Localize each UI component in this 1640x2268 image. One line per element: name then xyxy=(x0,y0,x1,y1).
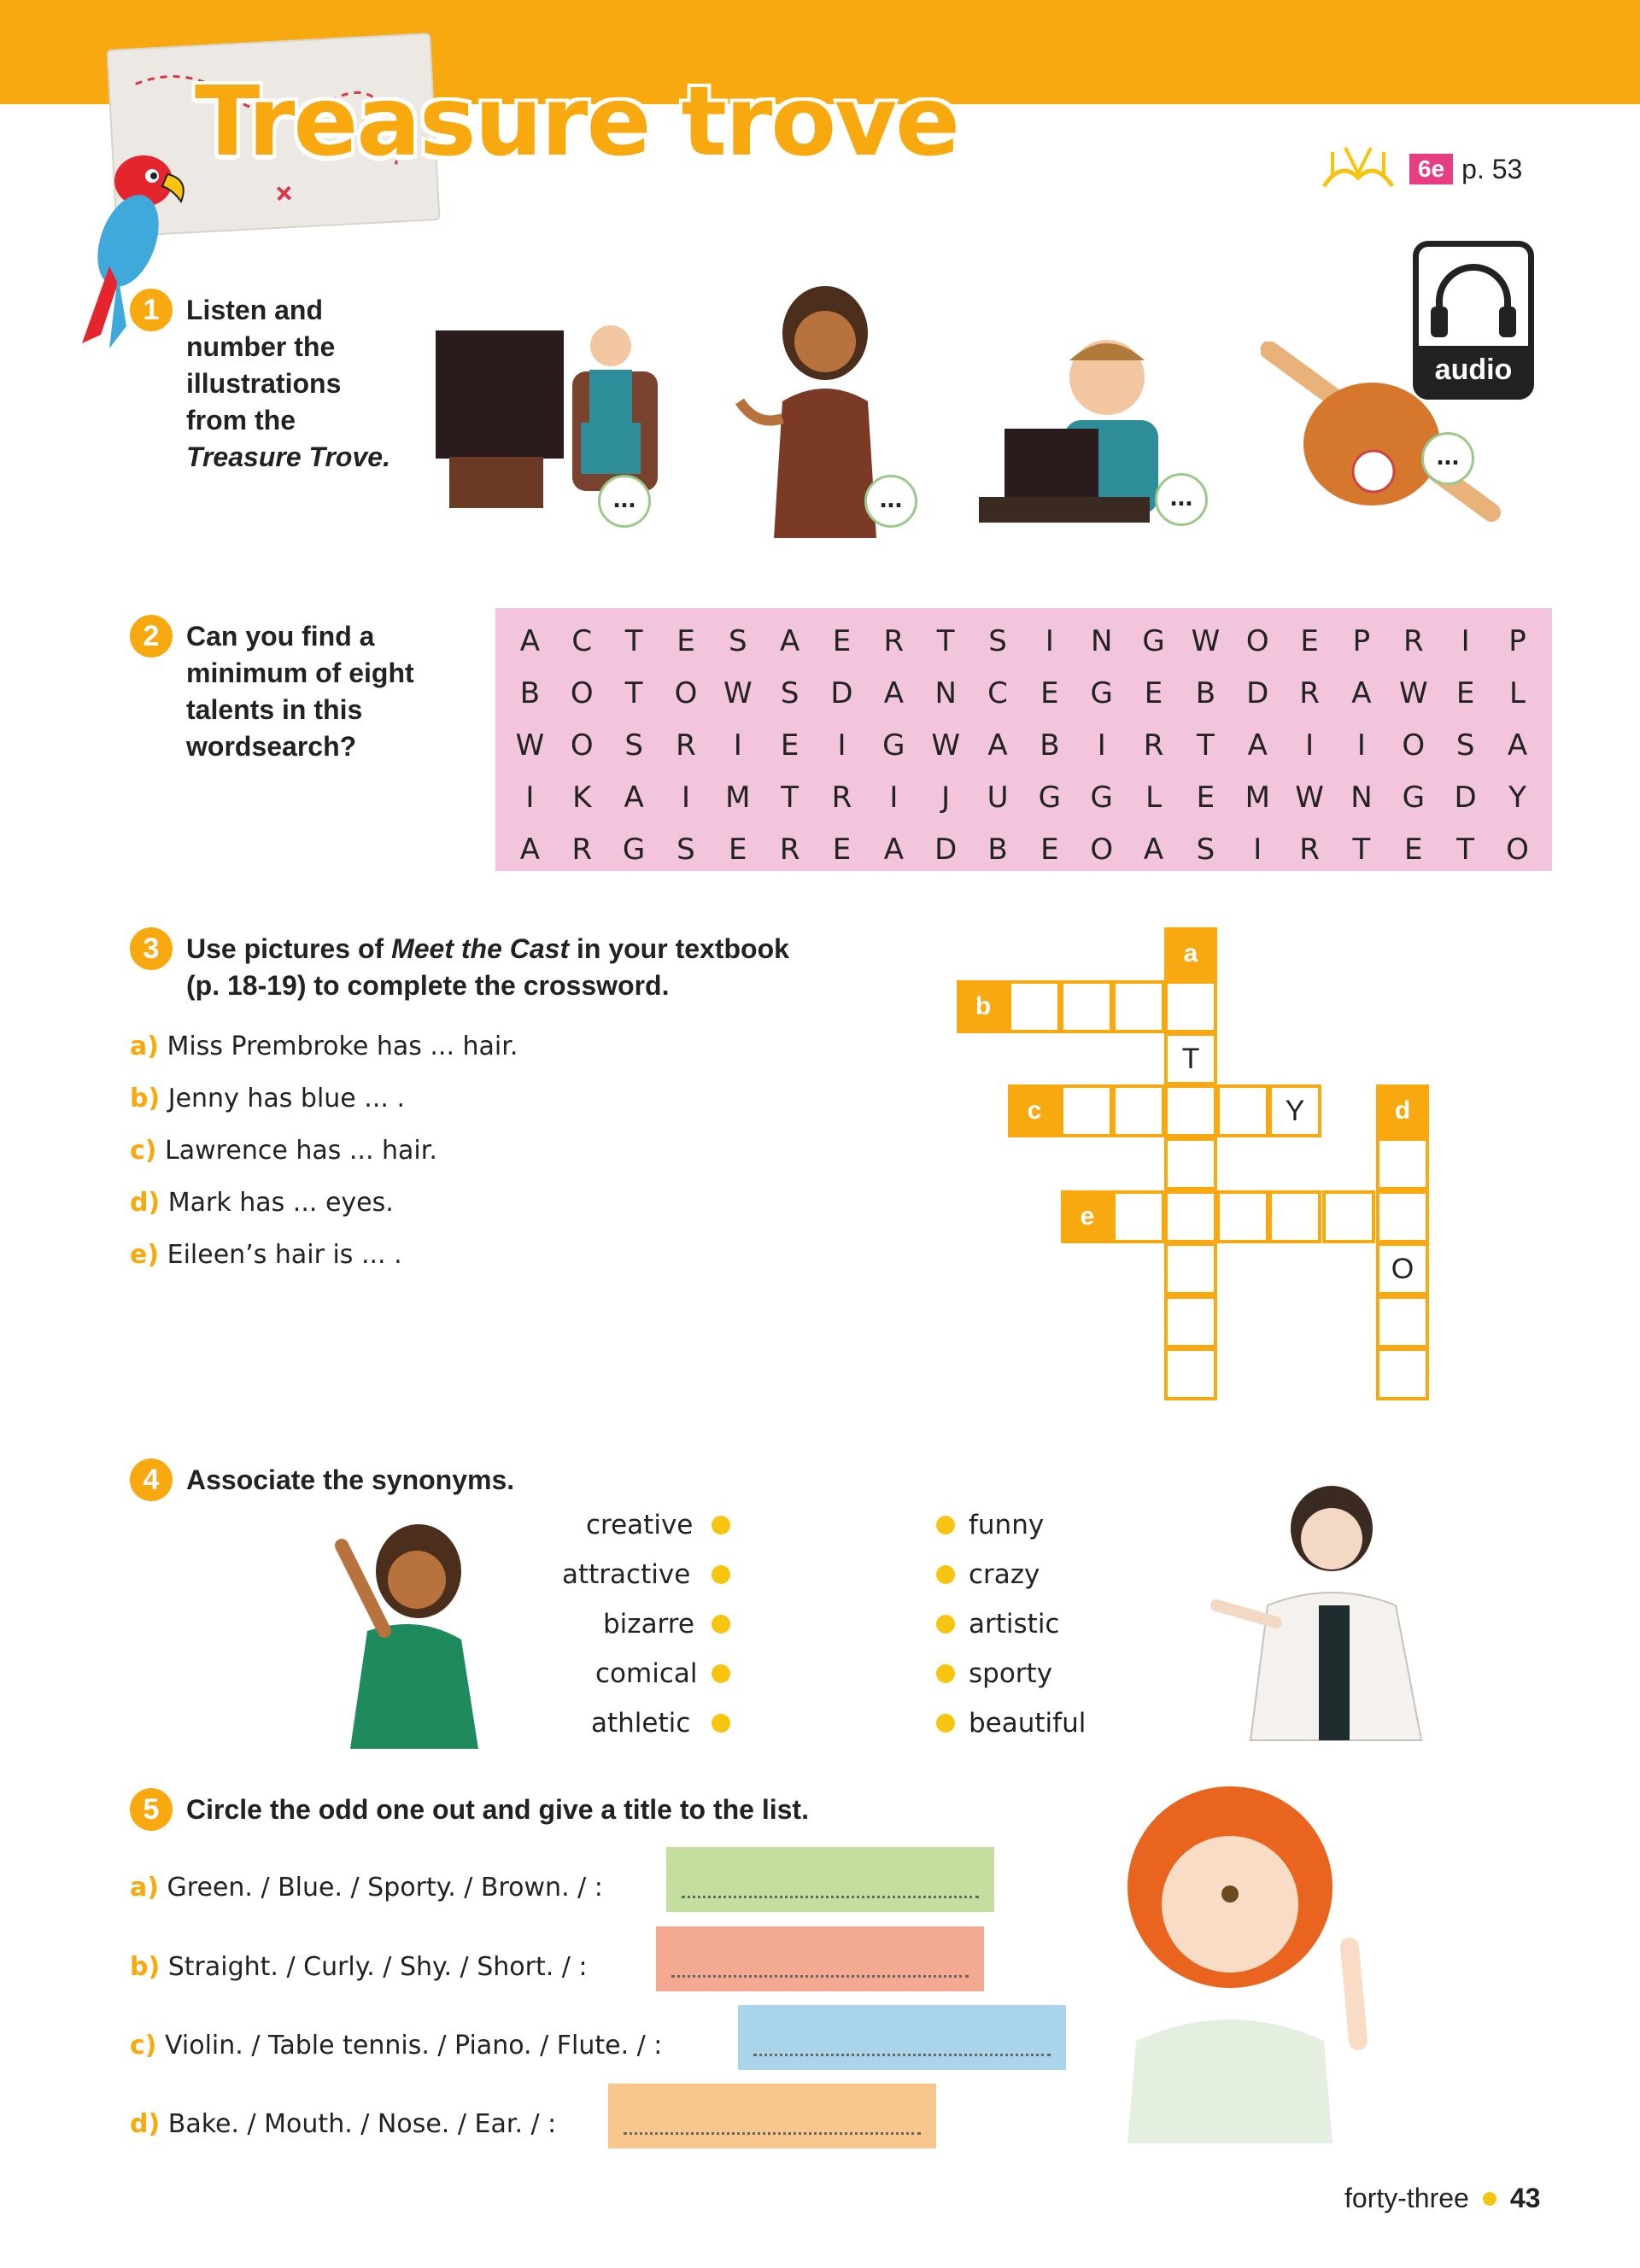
clue-item xyxy=(130,1032,518,1061)
wordsearch-letter[interactable]: E xyxy=(1196,780,1215,815)
wordsearch-letter[interactable]: Y xyxy=(1508,780,1526,815)
wordsearch-letter[interactable]: R xyxy=(1299,675,1320,710)
wordsearch-letter[interactable]: C xyxy=(987,675,1008,710)
wordsearch-letter[interactable]: I xyxy=(525,780,535,815)
clue-text: Lawrence has ... hair. xyxy=(165,1136,437,1166)
wordsearch-letter[interactable]: S xyxy=(1456,728,1475,763)
wordsearch-letter[interactable]: W xyxy=(515,728,545,763)
instruction-line: Can you find a xyxy=(186,621,375,652)
wordsearch-letter[interactable]: A xyxy=(519,832,541,867)
wordsearch-letter[interactable]: B xyxy=(987,832,1008,867)
item-text: Straight. / Curly. / Shy. / Short. / : xyxy=(167,1952,588,1982)
dotted-line xyxy=(682,1896,979,1898)
instruction-line: number the xyxy=(186,331,336,362)
wordsearch-letter[interactable]: E xyxy=(780,728,800,763)
wordsearch-letter[interactable]: S xyxy=(988,623,1007,658)
wordsearch-letter[interactable]: D xyxy=(934,832,958,867)
wordsearch-letter[interactable]: O xyxy=(1090,832,1114,867)
wordsearch-letter[interactable]: B xyxy=(1195,675,1216,710)
exercise-number: 5 xyxy=(130,1788,173,1831)
wordsearch-letter[interactable]: R xyxy=(676,728,696,763)
wordsearch-letter[interactable]: A xyxy=(883,832,904,867)
crossword-cell[interactable] xyxy=(1112,1084,1165,1137)
wordsearch-letter[interactable]: P xyxy=(1352,623,1371,658)
crossword-cell[interactable] xyxy=(1060,980,1113,1033)
synonym-left: comical xyxy=(595,1658,698,1689)
footer-dot xyxy=(1483,2192,1496,2206)
wordsearch-letter[interactable]: R xyxy=(883,623,905,658)
wordsearch-letter[interactable]: B xyxy=(1040,728,1060,763)
crossword-cell[interactable] xyxy=(1164,1190,1217,1243)
item-text: Green. / Blue. / Sporty. / Brown. / : xyxy=(167,1873,603,1903)
crossword-head-c: c xyxy=(1008,1084,1061,1137)
crossword-cell[interactable]: O xyxy=(1376,1242,1429,1295)
crossword-cell[interactable] xyxy=(1322,1190,1375,1243)
crossword-cell[interactable]: T xyxy=(1164,1032,1217,1085)
exercise-number: 2 xyxy=(130,615,173,658)
clue-item xyxy=(130,1084,405,1114)
instruction-part-italic: Meet the Cast xyxy=(391,933,570,964)
dotted-line xyxy=(671,1975,969,1978)
clue-letter: d) xyxy=(130,1188,161,1218)
page-title: Treasure trove xyxy=(195,67,959,178)
wordsearch-letter[interactable]: A xyxy=(1143,832,1164,867)
crossword-cell[interactable] xyxy=(1216,1084,1269,1137)
title-answer-box[interactable] xyxy=(608,2084,936,2148)
wordsearch-letter[interactable]: L xyxy=(1508,675,1526,710)
item-letter: d) xyxy=(130,2109,161,2139)
crossword-head-e: e xyxy=(1061,1190,1114,1243)
wordsearch-letter[interactable]: E xyxy=(1040,675,1059,710)
baseball-glove-icon xyxy=(1261,342,1508,529)
instruction-part: (p. 18-19) to complete the crossword. xyxy=(186,970,670,1001)
wordsearch-letter[interactable]: T xyxy=(624,623,643,658)
wordsearch-letter[interactable]: R xyxy=(1143,728,1164,763)
wordsearch-letter[interactable]: T xyxy=(1352,832,1371,867)
wordsearch-letter[interactable]: K xyxy=(572,780,592,815)
clue-text: Mark has ... eyes. xyxy=(167,1188,394,1218)
odd-one-out-item xyxy=(130,2031,662,2060)
wordsearch-letter[interactable]: O xyxy=(1245,623,1269,658)
wordsearch-letter[interactable]: A xyxy=(1507,728,1528,763)
wordsearch-row xyxy=(504,615,1543,667)
wordsearch-letter[interactable]: D xyxy=(1454,780,1477,815)
synonym-left: athletic xyxy=(591,1708,691,1739)
wordsearch-letter[interactable]: O xyxy=(1402,728,1426,763)
wordsearch-letter[interactable]: D xyxy=(1246,675,1269,710)
wordsearch-letter[interactable]: E xyxy=(1144,675,1163,710)
clue-item xyxy=(130,1240,402,1270)
wordsearch-grid[interactable] xyxy=(495,608,1552,871)
instruction-line: minimum of eight xyxy=(186,658,414,688)
girl-pointing-icon xyxy=(1102,1785,1384,2143)
wordsearch-letter[interactable]: T xyxy=(1456,832,1474,867)
instruction-line: Listen and xyxy=(186,295,324,325)
wordsearch-letter[interactable]: O xyxy=(1506,832,1529,867)
wordsearch-letter[interactable]: D xyxy=(830,675,853,710)
wordsearch-letter[interactable]: A xyxy=(1351,675,1372,710)
synonym-right: crazy xyxy=(969,1559,1040,1590)
wordsearch-letter[interactable]: O xyxy=(570,675,594,710)
crossword-cell[interactable] xyxy=(1008,980,1061,1033)
wordsearch-letter[interactable]: T xyxy=(624,675,643,710)
wordsearch-letter[interactable]: A xyxy=(883,675,904,710)
crossword-cell[interactable] xyxy=(1060,1084,1113,1137)
exercise5-instruction: Circle the odd one out and give a title to the list. xyxy=(186,1794,809,1825)
wordsearch-letter[interactable]: G xyxy=(1142,623,1165,658)
crossword-cell[interactable] xyxy=(1164,1137,1217,1190)
exercise1-instruction xyxy=(186,292,390,476)
wordsearch-letter[interactable]: R xyxy=(1299,832,1320,867)
level-badge: 6e xyxy=(1409,154,1453,184)
instruction-line-italic: Treasure Trove. xyxy=(186,441,390,472)
synonym-right: sporty xyxy=(969,1658,1053,1689)
clue-letter: b) xyxy=(130,1084,161,1114)
wordsearch-letter[interactable]: R xyxy=(779,832,800,867)
book-icon xyxy=(1315,143,1401,195)
wordsearch-row xyxy=(504,771,1543,823)
wordsearch-letter[interactable]: E xyxy=(832,623,852,658)
wordsearch-letter[interactable]: L xyxy=(1145,780,1163,815)
wordsearch-letter[interactable]: E xyxy=(676,623,695,658)
odd-one-out-item xyxy=(130,1952,588,1982)
crossword-cell[interactable] xyxy=(1216,1190,1269,1243)
wordsearch-letter[interactable]: A xyxy=(780,623,800,658)
wordsearch-row xyxy=(504,719,1543,771)
clue-text: Eileen’s hair is ... . xyxy=(167,1240,402,1270)
instruction-line: wordsearch? xyxy=(186,731,357,762)
wordsearch-letter[interactable]: R xyxy=(831,780,852,815)
wordsearch-letter[interactable]: T xyxy=(781,780,800,815)
wordsearch-letter[interactable]: S xyxy=(780,675,800,710)
wordsearch-letter[interactable]: M xyxy=(725,780,751,815)
wordsearch-row xyxy=(504,823,1543,875)
match-dot[interactable] xyxy=(936,1516,955,1534)
synonym-right: funny xyxy=(969,1510,1045,1540)
wordsearch-letter[interactable]: I xyxy=(681,780,690,815)
synonym-right: artistic xyxy=(969,1609,1060,1640)
wordsearch-letter[interactable]: I xyxy=(1461,623,1470,658)
exercise2-instruction xyxy=(186,618,414,765)
headphones-icon xyxy=(1419,254,1528,348)
wordsearch-letter[interactable]: U xyxy=(987,780,1009,815)
match-dot[interactable] xyxy=(712,1664,730,1683)
answer-circle[interactable]: ... xyxy=(1155,473,1208,526)
dotted-line xyxy=(624,2132,921,2135)
match-dot[interactable] xyxy=(712,1615,730,1634)
wordsearch-letter[interactable]: O xyxy=(570,728,594,763)
instruction-part: Use pictures of xyxy=(186,933,392,964)
wordsearch-letter[interactable]: S xyxy=(1196,832,1215,867)
wordsearch-letter[interactable]: N xyxy=(1090,623,1113,658)
wordsearch-letter[interactable]: G xyxy=(882,728,905,763)
audio-label: audio xyxy=(1419,346,1528,394)
crossword-cell[interactable] xyxy=(1376,1295,1429,1348)
wordsearch-letter[interactable]: E xyxy=(1040,832,1059,867)
title-answer-box[interactable] xyxy=(738,2005,1066,2070)
title-answer-box[interactable] xyxy=(656,1926,984,1991)
wordsearch-letter[interactable]: W xyxy=(723,675,753,710)
wordsearch-letter[interactable]: G xyxy=(1402,780,1425,815)
instruction-part: in your textbook xyxy=(569,933,789,964)
title-answer-box[interactable] xyxy=(666,1847,994,1912)
clue-letter: e) xyxy=(130,1240,160,1270)
wordsearch-letter[interactable]: A xyxy=(519,623,541,658)
crossword-cell[interactable] xyxy=(1376,1137,1429,1190)
wordsearch-letter[interactable]: B xyxy=(519,675,541,710)
wordsearch-letter[interactable]: J xyxy=(941,780,951,815)
wordsearch-letter[interactable]: I xyxy=(1305,728,1315,763)
item-text: Bake. / Mouth. / Nose. / Ear. / : xyxy=(167,2109,557,2139)
wordsearch-letter[interactable]: R xyxy=(1403,623,1424,658)
synonym-right: beautiful xyxy=(969,1708,1086,1739)
clue-item xyxy=(130,1136,437,1166)
crossword-head-a: a xyxy=(1164,927,1217,980)
match-dot[interactable] xyxy=(936,1664,955,1683)
wordsearch-letter[interactable]: E xyxy=(1456,675,1475,710)
wordsearch-letter[interactable]: W xyxy=(1398,675,1428,710)
crossword-cell[interactable] xyxy=(1268,1190,1321,1243)
crossword-cell[interactable]: Y xyxy=(1268,1084,1321,1137)
textbook-reference xyxy=(1315,143,1522,195)
match-dot[interactable] xyxy=(936,1565,955,1584)
wordsearch-letter[interactable]: S xyxy=(624,728,643,763)
crossword-cell[interactable] xyxy=(1164,980,1217,1033)
exercise4-instruction: Associate the synonyms. xyxy=(186,1464,515,1495)
crossword-cell[interactable] xyxy=(1112,980,1165,1033)
answer-circle[interactable]: ... xyxy=(598,475,651,528)
odd-one-out-item xyxy=(130,2109,556,2139)
exercise3-instruction xyxy=(186,931,789,1004)
wordsearch-letter[interactable]: N xyxy=(934,675,957,710)
wordsearch-letter[interactable]: R xyxy=(571,832,593,867)
synonym-left: bizarre xyxy=(603,1609,694,1640)
wordsearch-letter[interactable]: I xyxy=(837,728,846,763)
wordsearch-letter[interactable]: I xyxy=(733,728,742,763)
wordsearch-letter[interactable]: A xyxy=(624,780,644,815)
wordsearch-letter[interactable]: E xyxy=(729,832,747,867)
instruction-line: from the xyxy=(186,405,296,435)
man-shrugging-icon xyxy=(1199,1477,1447,1742)
match-dot[interactable] xyxy=(936,1714,955,1733)
wordsearch-letter[interactable]: I xyxy=(1045,623,1054,658)
crossword-cell[interactable] xyxy=(1164,1242,1217,1295)
exercise-number: 4 xyxy=(130,1458,173,1501)
answer-circle[interactable]: ... xyxy=(864,475,917,528)
instruction-line: talents in this xyxy=(186,694,363,725)
wordsearch-row xyxy=(504,667,1543,719)
page-number: 43 xyxy=(1509,2183,1541,2213)
wordsearch-letter[interactable]: E xyxy=(1300,623,1319,658)
wordsearch-letter[interactable]: W xyxy=(931,728,960,763)
wordsearch-letter[interactable]: I xyxy=(889,780,899,815)
item-letter: c) xyxy=(130,2031,157,2060)
crossword-cell[interactable] xyxy=(1164,1084,1217,1137)
wordsearch-letter[interactable]: T xyxy=(1197,728,1215,763)
clue-letter: a) xyxy=(130,1032,159,1061)
crossword-cell[interactable] xyxy=(1112,1190,1165,1243)
synonym-left: creative xyxy=(586,1510,694,1540)
answer-circle[interactable]: ... xyxy=(1421,432,1474,485)
wordsearch-letter[interactable]: G xyxy=(622,832,646,867)
wordsearch-letter[interactable]: S xyxy=(676,832,695,867)
wordsearch-letter[interactable]: C xyxy=(571,623,593,658)
page-number-word: forty-three xyxy=(1344,2183,1469,2213)
crossword-head-b: b xyxy=(957,980,1010,1033)
wordsearch-letter[interactable]: N xyxy=(1350,780,1373,815)
item-letter: a) xyxy=(130,1873,159,1903)
odd-one-out-item xyxy=(130,1873,603,1903)
match-dot[interactable] xyxy=(936,1615,955,1634)
wordsearch-letter[interactable]: I xyxy=(1356,728,1366,763)
wordsearch-letter[interactable]: G xyxy=(1090,780,1113,815)
match-dot[interactable] xyxy=(712,1516,730,1534)
clue-letter: c) xyxy=(130,1136,157,1166)
wordsearch-letter[interactable]: M xyxy=(1245,780,1270,815)
wordsearch-letter[interactable]: S xyxy=(729,623,747,658)
clue-text: Jenny has blue ... . xyxy=(167,1084,405,1114)
wordsearch-letter[interactable]: E xyxy=(1404,832,1423,867)
wordsearch-letter[interactable]: P xyxy=(1508,623,1526,658)
wordsearch-letter[interactable]: G xyxy=(1090,675,1113,710)
wordsearch-letter[interactable]: E xyxy=(832,832,852,867)
crossword-cell[interactable] xyxy=(1376,1190,1429,1243)
wordsearch-letter[interactable]: O xyxy=(674,675,698,710)
crossword-cell[interactable] xyxy=(1376,1347,1429,1400)
crossword-cell[interactable] xyxy=(1164,1347,1217,1400)
item-text: Violin. / Table tennis. / Piano. / Flute. / : xyxy=(165,2031,663,2060)
crossword-head-d: d xyxy=(1376,1084,1429,1137)
clue-text: Miss Prembroke has ... hair. xyxy=(167,1032,518,1061)
instruction-line: illustrations xyxy=(186,368,342,399)
wordsearch-letter[interactable]: W xyxy=(1295,780,1324,815)
wordsearch-letter[interactable]: A xyxy=(1247,728,1268,763)
item-letter: b) xyxy=(130,1952,161,1982)
synonym-left: attractive xyxy=(562,1559,691,1590)
wordsearch-letter[interactable]: T xyxy=(936,623,955,658)
exercise-number: 3 xyxy=(130,927,173,970)
wordsearch-letter[interactable]: I xyxy=(1253,832,1262,867)
match-dot[interactable] xyxy=(712,1565,730,1584)
wordsearch-letter[interactable]: I xyxy=(1097,728,1106,763)
wordsearch-letter[interactable]: G xyxy=(1038,780,1062,815)
clue-item xyxy=(130,1188,394,1218)
wordsearch-letter[interactable]: A xyxy=(987,728,1008,763)
match-dot[interactable] xyxy=(712,1714,730,1733)
crossword-cell[interactable] xyxy=(1164,1295,1217,1348)
exercise-number: 1 xyxy=(130,289,173,331)
dotted-line xyxy=(753,2054,1051,2056)
page-footer xyxy=(1344,2183,1540,2214)
wordsearch-letter[interactable]: W xyxy=(1191,623,1221,658)
reference-page: p. 53 xyxy=(1461,153,1523,184)
girl-waving-icon xyxy=(308,1511,487,1751)
